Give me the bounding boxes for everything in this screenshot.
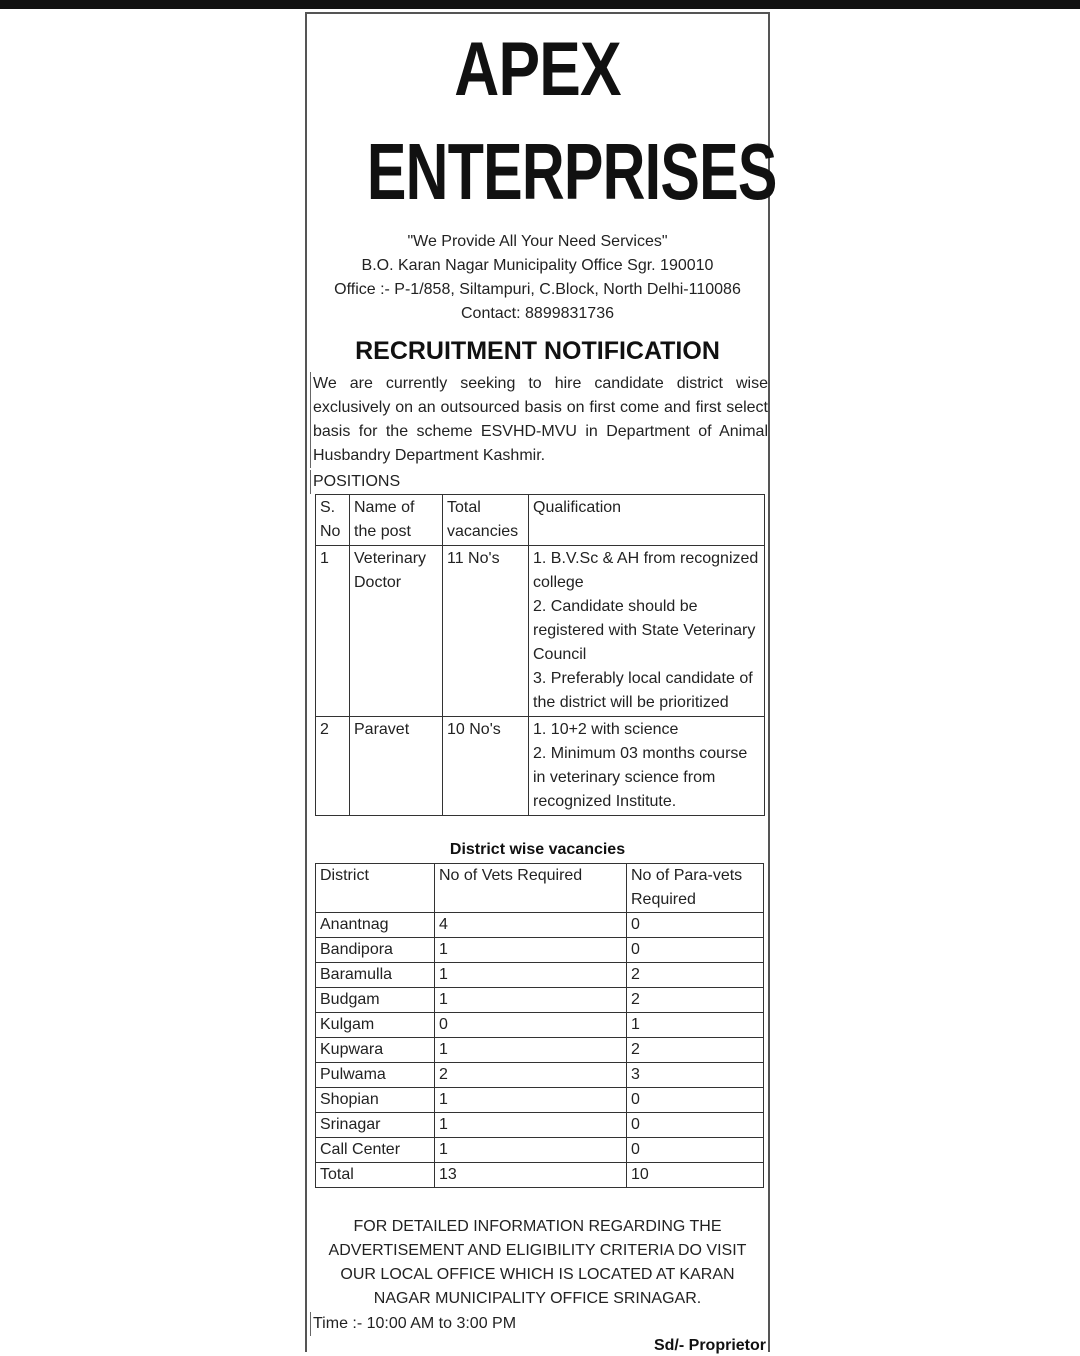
- vets-cell: 1: [435, 1088, 627, 1113]
- vets-cell: 1: [435, 1038, 627, 1063]
- district-rows: [316, 913, 764, 1188]
- advertisement-sheet: [305, 12, 777, 1354]
- qualification-cell: [529, 717, 765, 816]
- positions-table: [315, 494, 765, 816]
- positions-label: POSITIONS: [310, 470, 400, 494]
- vets-cell: 0: [435, 1013, 627, 1038]
- table-row: [316, 1038, 764, 1063]
- header-vacancies: Total vacancies: [443, 495, 529, 546]
- paravets-cell: 2: [627, 1038, 764, 1063]
- paravets-cell: 10: [627, 1163, 764, 1188]
- table-row: [316, 963, 764, 988]
- table-row: [316, 546, 765, 717]
- vets-cell: 1: [435, 988, 627, 1013]
- post-cell: Paravet: [350, 717, 443, 816]
- paravets-cell: 0: [627, 913, 764, 938]
- header-paravets: No of Para-vets Required: [627, 864, 764, 913]
- footer-note: [307, 1215, 768, 1311]
- district-table-title: District wise vacancies: [449, 841, 626, 858]
- company-tagline: "We Provide All Your Need Services": [407, 233, 668, 250]
- paravets-cell: 0: [627, 1138, 764, 1163]
- vets-cell: 1: [435, 1113, 627, 1138]
- table-row: [316, 1088, 764, 1113]
- contact-number: Contact: 8899831736: [460, 305, 614, 322]
- header-qualification: Qualification: [529, 495, 765, 546]
- footer-note-line: OUR LOCAL OFFICE WHICH IS LOCATED AT KARAN: [340, 1266, 735, 1283]
- footer-note-line: ADVERTISEMENT AND ELIGIBILITY CRITERIA DO VISIT: [328, 1242, 747, 1259]
- office-time: Time :- 10:00 AM to 3:00 PM: [310, 1312, 516, 1336]
- vets-cell: 1: [435, 1138, 627, 1163]
- district-cell: Total: [316, 1163, 435, 1188]
- vacancies-cell: 10 No's: [443, 717, 529, 816]
- paravets-cell: 0: [627, 1088, 764, 1113]
- paravets-cell: 0: [627, 1113, 764, 1138]
- branch-office: B.O. Karan Nagar Municipality Office Sgr. 190010: [361, 257, 714, 274]
- district-cell: Call Center: [316, 1138, 435, 1163]
- office-address: Office :- P-1/858, Siltampuri, C.Block, North Delhi-110086: [334, 281, 741, 298]
- table-row: [316, 938, 764, 963]
- vets-cell: 4: [435, 913, 627, 938]
- signature: Sd/- Proprietor: [653, 1337, 766, 1354]
- district-cell: Anantnag: [316, 913, 435, 938]
- vets-cell: 1: [435, 963, 627, 988]
- notification-title: RECRUITMENT NOTIFICATION: [355, 337, 720, 365]
- footer-note-line: NAGAR MUNICIPALITY OFFICE SRINAGAR.: [373, 1290, 702, 1307]
- district-cell: Srinagar: [316, 1113, 435, 1138]
- company-name-line1: APEX: [454, 27, 621, 112]
- vacancies-cell: 11 No's: [443, 546, 529, 717]
- district-cell: Kulgam: [316, 1013, 435, 1038]
- table-row: [316, 717, 765, 816]
- footer-note-line: FOR DETAILED INFORMATION REGARDING THE: [353, 1218, 722, 1235]
- table-row: [316, 1138, 764, 1163]
- paravets-cell: 2: [627, 963, 764, 988]
- district-table: [315, 863, 764, 1188]
- post-cell: Veterinary Doctor: [350, 546, 443, 717]
- table-row: [316, 913, 764, 938]
- table-row: [316, 1013, 764, 1038]
- notification-intro: We are currently seeking to hire candidate district wise exclusively on an outsourced basis on first come and first select basis for the scheme ESVHD-MVU in Department of Animal Husbandry Department Kashmir.: [310, 372, 768, 468]
- paravets-cell: 3: [627, 1063, 764, 1088]
- qualification-item: 2. Minimum 03 months course in veterinary science from recognized Institute.: [533, 745, 748, 810]
- paravets-cell: 1: [627, 1013, 764, 1038]
- paravets-cell: 0: [627, 938, 764, 963]
- header-vets: No of Vets Required: [435, 864, 627, 913]
- vets-cell: 13: [435, 1163, 627, 1188]
- qualification-item: 1. 10+2 with science: [533, 721, 679, 738]
- top-bar: [0, 0, 1080, 9]
- table-row: [316, 1063, 764, 1088]
- company-name-line2: ENTERPRISES: [366, 127, 777, 216]
- paravets-cell: 2: [627, 988, 764, 1013]
- sno-cell: 1: [316, 546, 350, 717]
- qualification-cell: [529, 546, 765, 717]
- vets-cell: 2: [435, 1063, 627, 1088]
- district-cell: Kupwara: [316, 1038, 435, 1063]
- header-sno: S. No: [316, 495, 350, 546]
- positions-header-row: [316, 495, 765, 546]
- district-cell: Baramulla: [316, 963, 435, 988]
- sno-cell: 2: [316, 717, 350, 816]
- qualification-item: 1. B.V.Sc & AH from recognized college: [533, 550, 759, 591]
- district-cell: Bandipora: [316, 938, 435, 963]
- table-row: [316, 988, 764, 1013]
- vets-cell: 1: [435, 938, 627, 963]
- district-header-row: [316, 864, 764, 913]
- district-cell: Pulwama: [316, 1063, 435, 1088]
- qualification-item: 3. Preferably local candidate of the district will be prioritized: [533, 670, 753, 711]
- header-district: District: [316, 864, 435, 913]
- table-row: [316, 1163, 764, 1188]
- header-post: Name of the post: [350, 495, 443, 546]
- table-row: [316, 1113, 764, 1138]
- company-address-block: [307, 230, 768, 326]
- district-cell: Budgam: [316, 988, 435, 1013]
- district-cell: Shopian: [316, 1088, 435, 1113]
- qualification-item: 2. Candidate should be registered with State Veterinary Council: [533, 598, 756, 663]
